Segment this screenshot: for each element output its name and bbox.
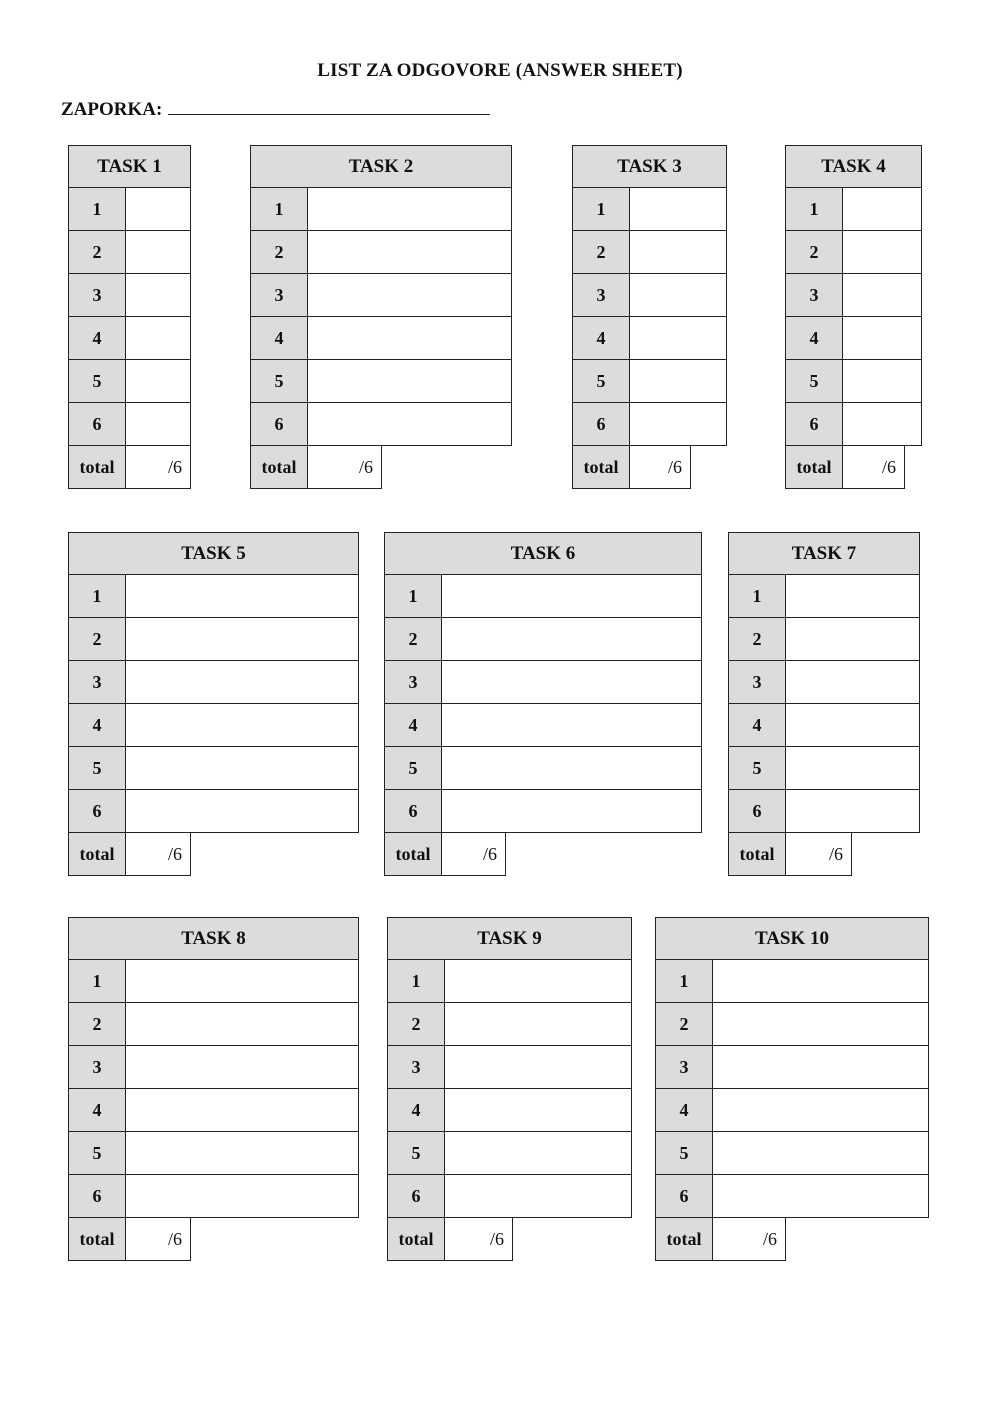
total-label: total (68, 833, 126, 876)
row-number: 4 (250, 317, 308, 360)
task-header: TASK 10 (655, 917, 929, 960)
answer-cell[interactable] (444, 1132, 632, 1175)
answer-cell[interactable] (785, 618, 920, 661)
answer-cell[interactable] (307, 403, 512, 446)
answer-cell[interactable] (307, 188, 512, 231)
row-number: 2 (387, 1003, 445, 1046)
answer-cell[interactable] (842, 188, 922, 231)
task-table-4 (785, 145, 922, 489)
answer-cell[interactable] (629, 231, 727, 274)
task-header: TASK 2 (250, 145, 512, 188)
answer-cell[interactable] (629, 317, 727, 360)
row-number: 5 (785, 360, 843, 403)
row-number: 3 (68, 274, 126, 317)
answer-cell[interactable] (125, 790, 359, 833)
row-number: 6 (728, 790, 786, 833)
row-number: 1 (387, 960, 445, 1003)
row-number: 6 (250, 403, 308, 446)
answer-cell[interactable] (712, 1132, 929, 1175)
row-number: 3 (728, 661, 786, 704)
answer-cell[interactable] (125, 618, 359, 661)
answer-cell[interactable] (307, 360, 512, 403)
row-number: 1 (68, 960, 126, 1003)
score-cell[interactable]: /6 (842, 446, 905, 489)
answer-cell[interactable] (842, 317, 922, 360)
total-label: total (387, 1218, 445, 1261)
row-number: 3 (68, 661, 126, 704)
task-header: TASK 5 (68, 532, 359, 575)
row-number: 6 (68, 790, 126, 833)
answer-cell[interactable] (125, 317, 191, 360)
row-number: 2 (655, 1003, 713, 1046)
row-number: 3 (68, 1046, 126, 1089)
answer-cell[interactable] (444, 1175, 632, 1218)
row-number: 4 (68, 704, 126, 747)
answer-cell[interactable] (712, 1175, 929, 1218)
answer-cell[interactable] (842, 274, 922, 317)
answer-cell[interactable] (441, 704, 702, 747)
task-table-8 (68, 917, 359, 1261)
score-cell[interactable]: /6 (125, 833, 191, 876)
answer-cell[interactable] (307, 317, 512, 360)
answer-cell[interactable] (307, 274, 512, 317)
row-number: 4 (655, 1089, 713, 1132)
answer-cell[interactable] (629, 360, 727, 403)
row-number: 3 (384, 661, 442, 704)
answer-cell[interactable] (125, 1175, 359, 1218)
answer-cell[interactable] (125, 231, 191, 274)
row-number: 6 (387, 1175, 445, 1218)
row-number: 5 (655, 1132, 713, 1175)
row-number: 2 (572, 231, 630, 274)
answer-cell[interactable] (785, 661, 920, 704)
row-number: 2 (68, 231, 126, 274)
row-number: 5 (384, 747, 442, 790)
answer-cell[interactable] (842, 403, 922, 446)
row-number: 1 (572, 188, 630, 231)
answer-cell[interactable] (785, 747, 920, 790)
score-cell[interactable]: /6 (712, 1218, 786, 1261)
answer-cell[interactable] (629, 274, 727, 317)
row-number: 2 (250, 231, 308, 274)
row-number: 3 (572, 274, 630, 317)
score-cell[interactable]: /6 (125, 1218, 191, 1261)
row-number: 1 (728, 575, 786, 618)
answer-cell[interactable] (125, 1046, 359, 1089)
score-cell[interactable]: /6 (444, 1218, 513, 1261)
answer-cell[interactable] (125, 1003, 359, 1046)
row-number: 5 (572, 360, 630, 403)
row-number: 6 (785, 403, 843, 446)
row-number: 4 (384, 704, 442, 747)
zaporka-input-line[interactable] (168, 98, 490, 115)
answer-cell[interactable] (444, 960, 632, 1003)
row-number: 6 (655, 1175, 713, 1218)
task-table-2 (250, 145, 512, 489)
answer-cell[interactable] (712, 960, 929, 1003)
row-number: 3 (655, 1046, 713, 1089)
score-cell[interactable]: /6 (629, 446, 691, 489)
answer-cell[interactable] (629, 403, 727, 446)
zaporka-field[interactable] (61, 98, 490, 121)
row-number: 4 (68, 1089, 126, 1132)
answer-cell[interactable] (842, 360, 922, 403)
row-number: 2 (785, 231, 843, 274)
answer-cell[interactable] (444, 1003, 632, 1046)
task-table-10 (655, 917, 929, 1261)
answer-cell[interactable] (307, 231, 512, 274)
answer-cell[interactable] (785, 704, 920, 747)
answer-cell[interactable] (629, 188, 727, 231)
row-number: 6 (68, 1175, 126, 1218)
page-title: LIST ZA ODGOVORE (ANSWER SHEET) (317, 60, 683, 81)
answer-cell[interactable] (125, 188, 191, 231)
answer-cell[interactable] (125, 403, 191, 446)
row-number: 4 (387, 1089, 445, 1132)
row-number: 1 (655, 960, 713, 1003)
task-table-5 (68, 532, 359, 876)
answer-cell[interactable] (125, 661, 359, 704)
row-number: 5 (68, 1132, 126, 1175)
row-number: 2 (728, 618, 786, 661)
task-table-9 (387, 917, 632, 1261)
answer-cell[interactable] (785, 575, 920, 618)
row-number: 4 (572, 317, 630, 360)
answer-cell[interactable] (125, 704, 359, 747)
answer-cell[interactable] (712, 1089, 929, 1132)
answer-cell[interactable] (444, 1046, 632, 1089)
task-table-1 (68, 145, 191, 489)
total-label: total (785, 446, 843, 489)
answer-cell[interactable] (444, 1089, 632, 1132)
task-table-3 (572, 145, 727, 489)
answer-cell[interactable] (125, 274, 191, 317)
row-number: 4 (728, 704, 786, 747)
task-header: TASK 8 (68, 917, 359, 960)
row-number: 3 (250, 274, 308, 317)
total-label: total (728, 833, 786, 876)
task-header: TASK 1 (68, 145, 191, 188)
zaporka-label: ZAPORKA: (61, 99, 163, 120)
row-number: 5 (68, 747, 126, 790)
answer-cell[interactable] (785, 790, 920, 833)
score-cell[interactable]: /6 (785, 833, 852, 876)
answer-cell[interactable] (441, 747, 702, 790)
row-number: 5 (387, 1132, 445, 1175)
answer-cell[interactable] (125, 1089, 359, 1132)
row-number: 2 (68, 618, 126, 661)
task-header: TASK 9 (387, 917, 632, 960)
total-label: total (68, 1218, 126, 1261)
row-number: 1 (68, 188, 126, 231)
row-number: 4 (68, 317, 126, 360)
answer-cell[interactable] (842, 231, 922, 274)
row-number: 5 (728, 747, 786, 790)
answer-cell[interactable] (441, 575, 702, 618)
row-number: 1 (785, 188, 843, 231)
answer-cell[interactable] (125, 960, 359, 1003)
answer-cell[interactable] (712, 1046, 929, 1089)
answer-cell[interactable] (125, 575, 359, 618)
task-header: TASK 7 (728, 532, 920, 575)
row-number: 3 (387, 1046, 445, 1089)
row-number: 1 (384, 575, 442, 618)
row-number: 3 (785, 274, 843, 317)
row-number: 2 (384, 618, 442, 661)
task-table-7 (728, 532, 920, 876)
answer-cell[interactable] (441, 618, 702, 661)
total-label: total (572, 446, 630, 489)
task-header: TASK 3 (572, 145, 727, 188)
row-number: 2 (68, 1003, 126, 1046)
answer-cell[interactable] (125, 1132, 359, 1175)
total-label: total (655, 1218, 713, 1261)
task-header: TASK 6 (384, 532, 702, 575)
score-cell[interactable]: /6 (307, 446, 382, 489)
score-cell[interactable]: /6 (125, 446, 191, 489)
answer-cell[interactable] (125, 747, 359, 790)
row-number: 6 (68, 403, 126, 446)
row-number: 5 (68, 360, 126, 403)
answer-cell[interactable] (441, 661, 702, 704)
total-label: total (250, 446, 308, 489)
row-number: 5 (250, 360, 308, 403)
row-number: 6 (384, 790, 442, 833)
answer-cell[interactable] (441, 790, 702, 833)
score-cell[interactable]: /6 (441, 833, 506, 876)
row-number: 1 (68, 575, 126, 618)
row-number: 4 (785, 317, 843, 360)
answer-cell[interactable] (712, 1003, 929, 1046)
answer-cell[interactable] (125, 360, 191, 403)
task-table-6 (384, 532, 702, 876)
task-header: TASK 4 (785, 145, 922, 188)
row-number: 6 (572, 403, 630, 446)
total-label: total (384, 833, 442, 876)
total-label: total (68, 446, 126, 489)
row-number: 1 (250, 188, 308, 231)
